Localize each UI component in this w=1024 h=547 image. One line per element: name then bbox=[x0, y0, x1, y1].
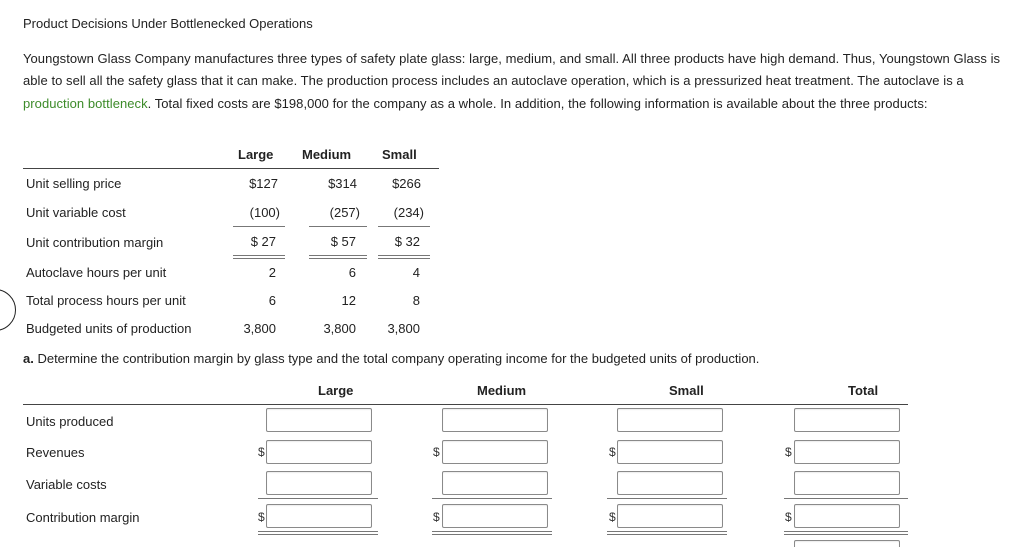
subtotal-rule-medium bbox=[309, 226, 367, 227]
total-rule-large-2 bbox=[258, 534, 378, 535]
info-header-large: Large bbox=[238, 147, 274, 162]
total-rule-large-2 bbox=[233, 258, 285, 259]
variable-costs-small-input[interactable] bbox=[617, 471, 723, 495]
total-rule-small-2 bbox=[378, 258, 430, 259]
currency-sign: $ bbox=[258, 445, 265, 459]
total-rule-medium-1 bbox=[309, 255, 367, 256]
total-rule-medium-2 bbox=[309, 258, 367, 259]
revenues-medium-input[interactable] bbox=[442, 440, 548, 464]
total-rule-total-1 bbox=[784, 531, 908, 532]
info-cell: $266 bbox=[392, 176, 421, 191]
info-cell: 3,800 bbox=[323, 321, 356, 336]
answer-row-label-revenues: Revenues bbox=[26, 445, 85, 460]
info-header-small: Small bbox=[382, 147, 417, 162]
answer-header-rule bbox=[23, 404, 908, 405]
info-cell: 3,800 bbox=[387, 321, 420, 336]
variable-costs-medium-input[interactable] bbox=[442, 471, 548, 495]
question-letter: a. bbox=[23, 351, 34, 366]
currency-sign: $ bbox=[609, 445, 616, 459]
currency-sign: $ bbox=[433, 445, 440, 459]
currency-sign: $ bbox=[785, 510, 792, 524]
total-rule-small-1 bbox=[607, 531, 727, 532]
total-rule-small-2 bbox=[607, 534, 727, 535]
info-row-label: Budgeted units of production bbox=[26, 321, 192, 336]
answer-row-label-units: Units produced bbox=[26, 414, 114, 429]
subtotal-rule-large bbox=[258, 498, 378, 499]
answer-row-label-variable-costs: Variable costs bbox=[26, 477, 107, 492]
subtotal-rule-small bbox=[607, 498, 727, 499]
info-cell: $ 57 bbox=[330, 234, 356, 249]
units-large-input[interactable] bbox=[266, 408, 372, 432]
revenues-large-input[interactable] bbox=[266, 440, 372, 464]
total-rule-large-1 bbox=[233, 255, 285, 256]
currency-sign: $ bbox=[433, 510, 440, 524]
total-rule-medium-1 bbox=[432, 531, 552, 532]
info-row-label: Total process hours per unit bbox=[26, 293, 186, 308]
info-cell: 3,800 bbox=[243, 321, 276, 336]
info-cell: 6 bbox=[268, 293, 276, 308]
answer-header-small: Small bbox=[669, 383, 704, 398]
info-row-label: Autoclave hours per unit bbox=[26, 265, 167, 280]
contribution-margin-small-input[interactable] bbox=[617, 504, 723, 528]
info-cell: 2 bbox=[268, 265, 276, 280]
info-header-rule bbox=[23, 168, 439, 169]
info-cell: $314 bbox=[328, 176, 357, 191]
revenues-total-input[interactable] bbox=[794, 440, 900, 464]
info-row-label: Unit selling price bbox=[26, 176, 122, 191]
next-row-total-input[interactable] bbox=[794, 540, 900, 547]
intro-text-part1: Youngstown Glass Company manufactures three types of safety plate glass: large, medium, and small. All three products have high demand. Thus, Youngstown Glass is able to sell all the safety glass that it can make. The production process includes an autoclave operation, which is a pressurized heat treatment. The autoclave is a bbox=[23, 51, 1001, 89]
variable-costs-large-input[interactable] bbox=[266, 471, 372, 495]
page-title: Product Decisions Under Bottlenecked Operations bbox=[23, 16, 313, 31]
info-cell: (257) bbox=[329, 205, 360, 220]
subtotal-rule-large bbox=[233, 226, 285, 227]
intro-paragraph bbox=[23, 48, 1003, 115]
question-text: Determine the contribution margin by glass type and the total company operating income for the budgeted units of production. bbox=[33, 351, 760, 366]
units-medium-input[interactable] bbox=[442, 408, 548, 432]
answer-header-total: Total bbox=[848, 383, 879, 398]
total-rule-large-1 bbox=[258, 531, 378, 532]
answer-row-label-contribution-margin: Contribution margin bbox=[26, 510, 140, 525]
contribution-margin-medium-input[interactable] bbox=[442, 504, 548, 528]
contribution-margin-total-input[interactable] bbox=[794, 504, 900, 528]
units-total-input[interactable] bbox=[794, 408, 900, 432]
info-row-label: Unit variable cost bbox=[26, 205, 126, 220]
total-rule-small-1 bbox=[378, 255, 430, 256]
scroll-marker-circle bbox=[0, 289, 16, 331]
total-rule-medium-2 bbox=[432, 534, 552, 535]
intro-text-part2: . Total fixed costs are $198,000 for the company as a whole. In addition, the following information is available about the three products: bbox=[147, 95, 928, 111]
info-cell: (234) bbox=[393, 205, 424, 220]
production-bottleneck-link[interactable]: production bottleneck bbox=[23, 95, 148, 111]
subtotal-rule-small bbox=[378, 226, 430, 227]
info-cell: 6 bbox=[348, 265, 356, 280]
subtotal-rule-total bbox=[784, 498, 908, 499]
info-header-medium: Medium bbox=[302, 147, 352, 162]
answer-header-medium: Medium bbox=[477, 383, 527, 398]
total-rule-total-2 bbox=[784, 534, 908, 535]
currency-sign: $ bbox=[609, 510, 616, 524]
subtotal-rule-medium bbox=[432, 498, 552, 499]
info-cell: 12 bbox=[341, 293, 356, 308]
info-cell: 8 bbox=[412, 293, 420, 308]
info-cell: (100) bbox=[249, 205, 280, 220]
info-cell: 4 bbox=[412, 265, 420, 280]
info-cell: $ 27 bbox=[250, 234, 276, 249]
contribution-margin-large-input[interactable] bbox=[266, 504, 372, 528]
currency-sign: $ bbox=[785, 445, 792, 459]
info-row-label: Unit contribution margin bbox=[26, 235, 164, 250]
info-cell: $127 bbox=[249, 176, 278, 191]
units-small-input[interactable] bbox=[617, 408, 723, 432]
variable-costs-total-input[interactable] bbox=[794, 471, 900, 495]
info-cell: $ 32 bbox=[394, 234, 420, 249]
question-a bbox=[23, 351, 759, 366]
revenues-small-input[interactable] bbox=[617, 440, 723, 464]
answer-header-large: Large bbox=[318, 383, 354, 398]
currency-sign: $ bbox=[258, 510, 265, 524]
